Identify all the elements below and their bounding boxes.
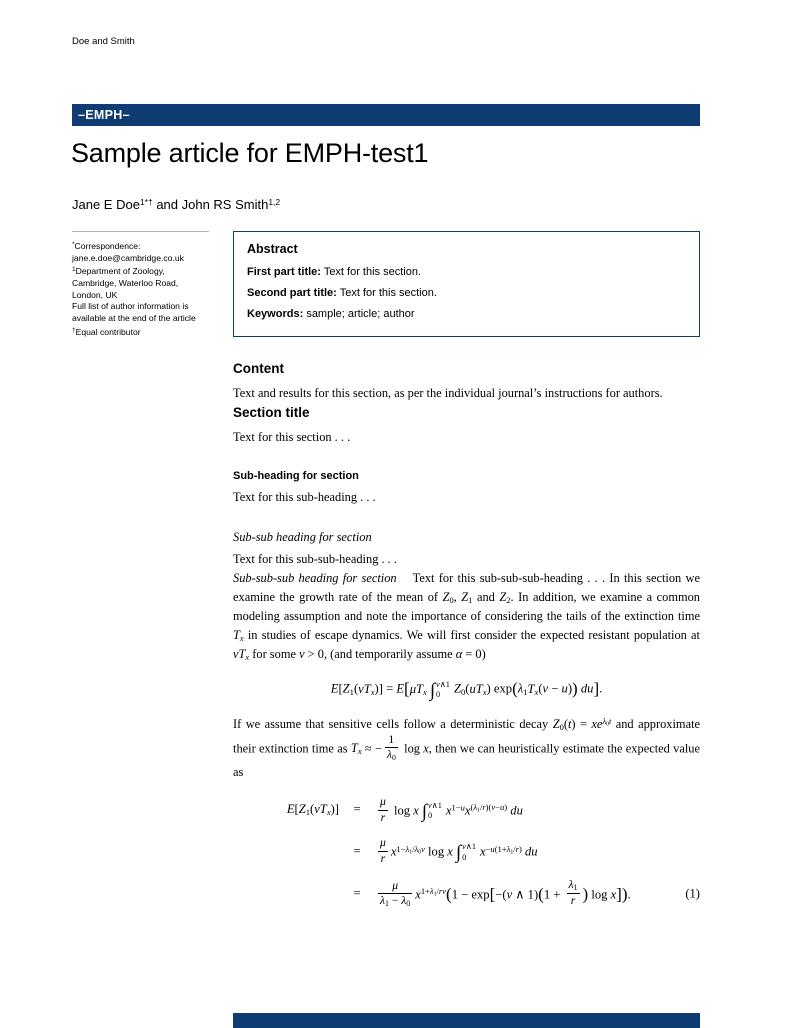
correspondence-email: jane.e.doe@cambridge.co.uk <box>72 252 184 263</box>
abstract-item-second-part <box>247 285 686 302</box>
correspondence-label: *Correspondence: <box>72 240 141 251</box>
abstract-item-text: Text for this section. <box>339 287 437 300</box>
sub-heading: Sub-heading for section <box>233 469 359 482</box>
affiliation-line-3: London, UK <box>72 289 118 300</box>
affiliation-line-1: $^1$Department of Zoology, <box>72 266 165 277</box>
paragraph-sub-sub-sub <box>233 569 700 664</box>
paragraph-content: Text and results for this section, as per the individual journal’s instructions for authors. <box>233 385 663 400</box>
running-head: Doe and Smith <box>72 36 135 47</box>
footer-banner <box>233 1013 700 1028</box>
equation-number: (1) <box>685 886 700 901</box>
aligned-equations <box>233 796 700 909</box>
author-info-note-2: available at the end of the article <box>72 313 196 324</box>
equation-row-2 <box>233 837 700 866</box>
abstract-item-text: sample; article; author <box>306 308 415 321</box>
paragraph-sub: Text for this sub-heading . . . <box>233 489 376 504</box>
equation-lhs: $E[Z_1(vT_x)]$ <box>286 802 339 818</box>
author-line: Jane E Doe$^{1*\dagger}$ and John RS Smith$^{1,2}$ <box>72 197 281 212</box>
abstract-item-first-part <box>247 264 686 281</box>
equals-sign: = <box>353 843 361 858</box>
equals-sign: = <box>353 802 361 817</box>
abstract-box <box>233 231 700 337</box>
equation-rhs: $\frac{\mu}{r}$ $x^{1-\lambda_1/\lambda_0v}$ log x ∫ v∧1 0 $x^{-u(1+\lambda_1/r)}$ du <box>380 836 538 866</box>
article-title: Sample article for EMPH-test1 <box>71 138 429 168</box>
equal-contributor-note: †Equal contributor <box>72 326 141 337</box>
journal-banner <box>72 104 700 126</box>
equation-rhs: $\frac{\mu}{\lambda_1 - \lambda_0}$ $x^{1+\lambda_1/rv}(1 - \exp[-(v$ ∧ 1)(1 + $\frac{\lambda_1}{r}$ ) log x]). <box>380 877 631 909</box>
display-equation: $E[Z_1(vT_x)] = E[\mu T_x$ ∫ v∧1 0 $Z_0(uT_x) \exp(\lambda_1T_x(v - u))$ du]. <box>330 679 603 701</box>
section-heading-title: Section title <box>233 404 310 420</box>
front-matter <box>72 231 700 338</box>
equals-sign: = <box>353 886 361 901</box>
abstract-item-label: Second part title: <box>247 287 337 300</box>
affiliation-line-2: Cambridge, Waterloo Road, <box>72 277 179 288</box>
abstract-item-label: First part title: <box>247 266 321 278</box>
paragraph-section: Text for this section . . . <box>233 429 351 444</box>
abstract-item-keywords <box>247 306 686 323</box>
equation-row-3 <box>233 879 700 909</box>
equation-row-1 <box>233 796 700 825</box>
abstract-heading: Abstract <box>247 242 298 256</box>
author-info-note-1: Full list of author information is <box>72 301 189 312</box>
paragraph-sub-sub-sub-text: Text for this sub-sub-sub-heading . . . In this section we examine the growth rate of the mean of $Z_0$, $Z_1$ and $Z_2$. In addition, we examine a common modeling assumption and note the importance of considering the tails of the extinction time $T_x$ in studies of escape dynamics. We will first consider the expected resistant population at $vT_x$ for some v > 0, (and temporarily assume α = 0) <box>233 570 700 663</box>
article-body <box>233 359 700 922</box>
paragraph-estimate: If we assume that sensitive cells follow a deterministic decay $Z_0(t) = xe^{\lambda_0t}$ and approximate their extinction time as $T_x$ ≈ − $\frac{1}{\lambda_0}$ log x, then we can heuristically estimate the expected value as <box>233 715 701 779</box>
section-heading-content: Content <box>233 361 284 376</box>
journal-banner-label: –EMPH– <box>78 108 130 122</box>
abstract-item-text: Text for this section. <box>323 266 422 278</box>
sub-sub-sub-heading: Sub-sub-sub heading for section <box>233 570 397 585</box>
paragraph-sub-sub: Text for this sub-sub-heading . . . <box>233 551 397 566</box>
correspondence-block <box>72 231 209 338</box>
equation-rhs: $\frac{\mu}{r}$ log x ∫ v∧1 0 $x^{1-u}x^{(\lambda_1/r)(v-u)}$ du <box>380 794 523 824</box>
abstract-item-label: Keywords: <box>247 308 304 321</box>
sub-sub-heading: Sub-sub heading for section <box>233 529 372 544</box>
